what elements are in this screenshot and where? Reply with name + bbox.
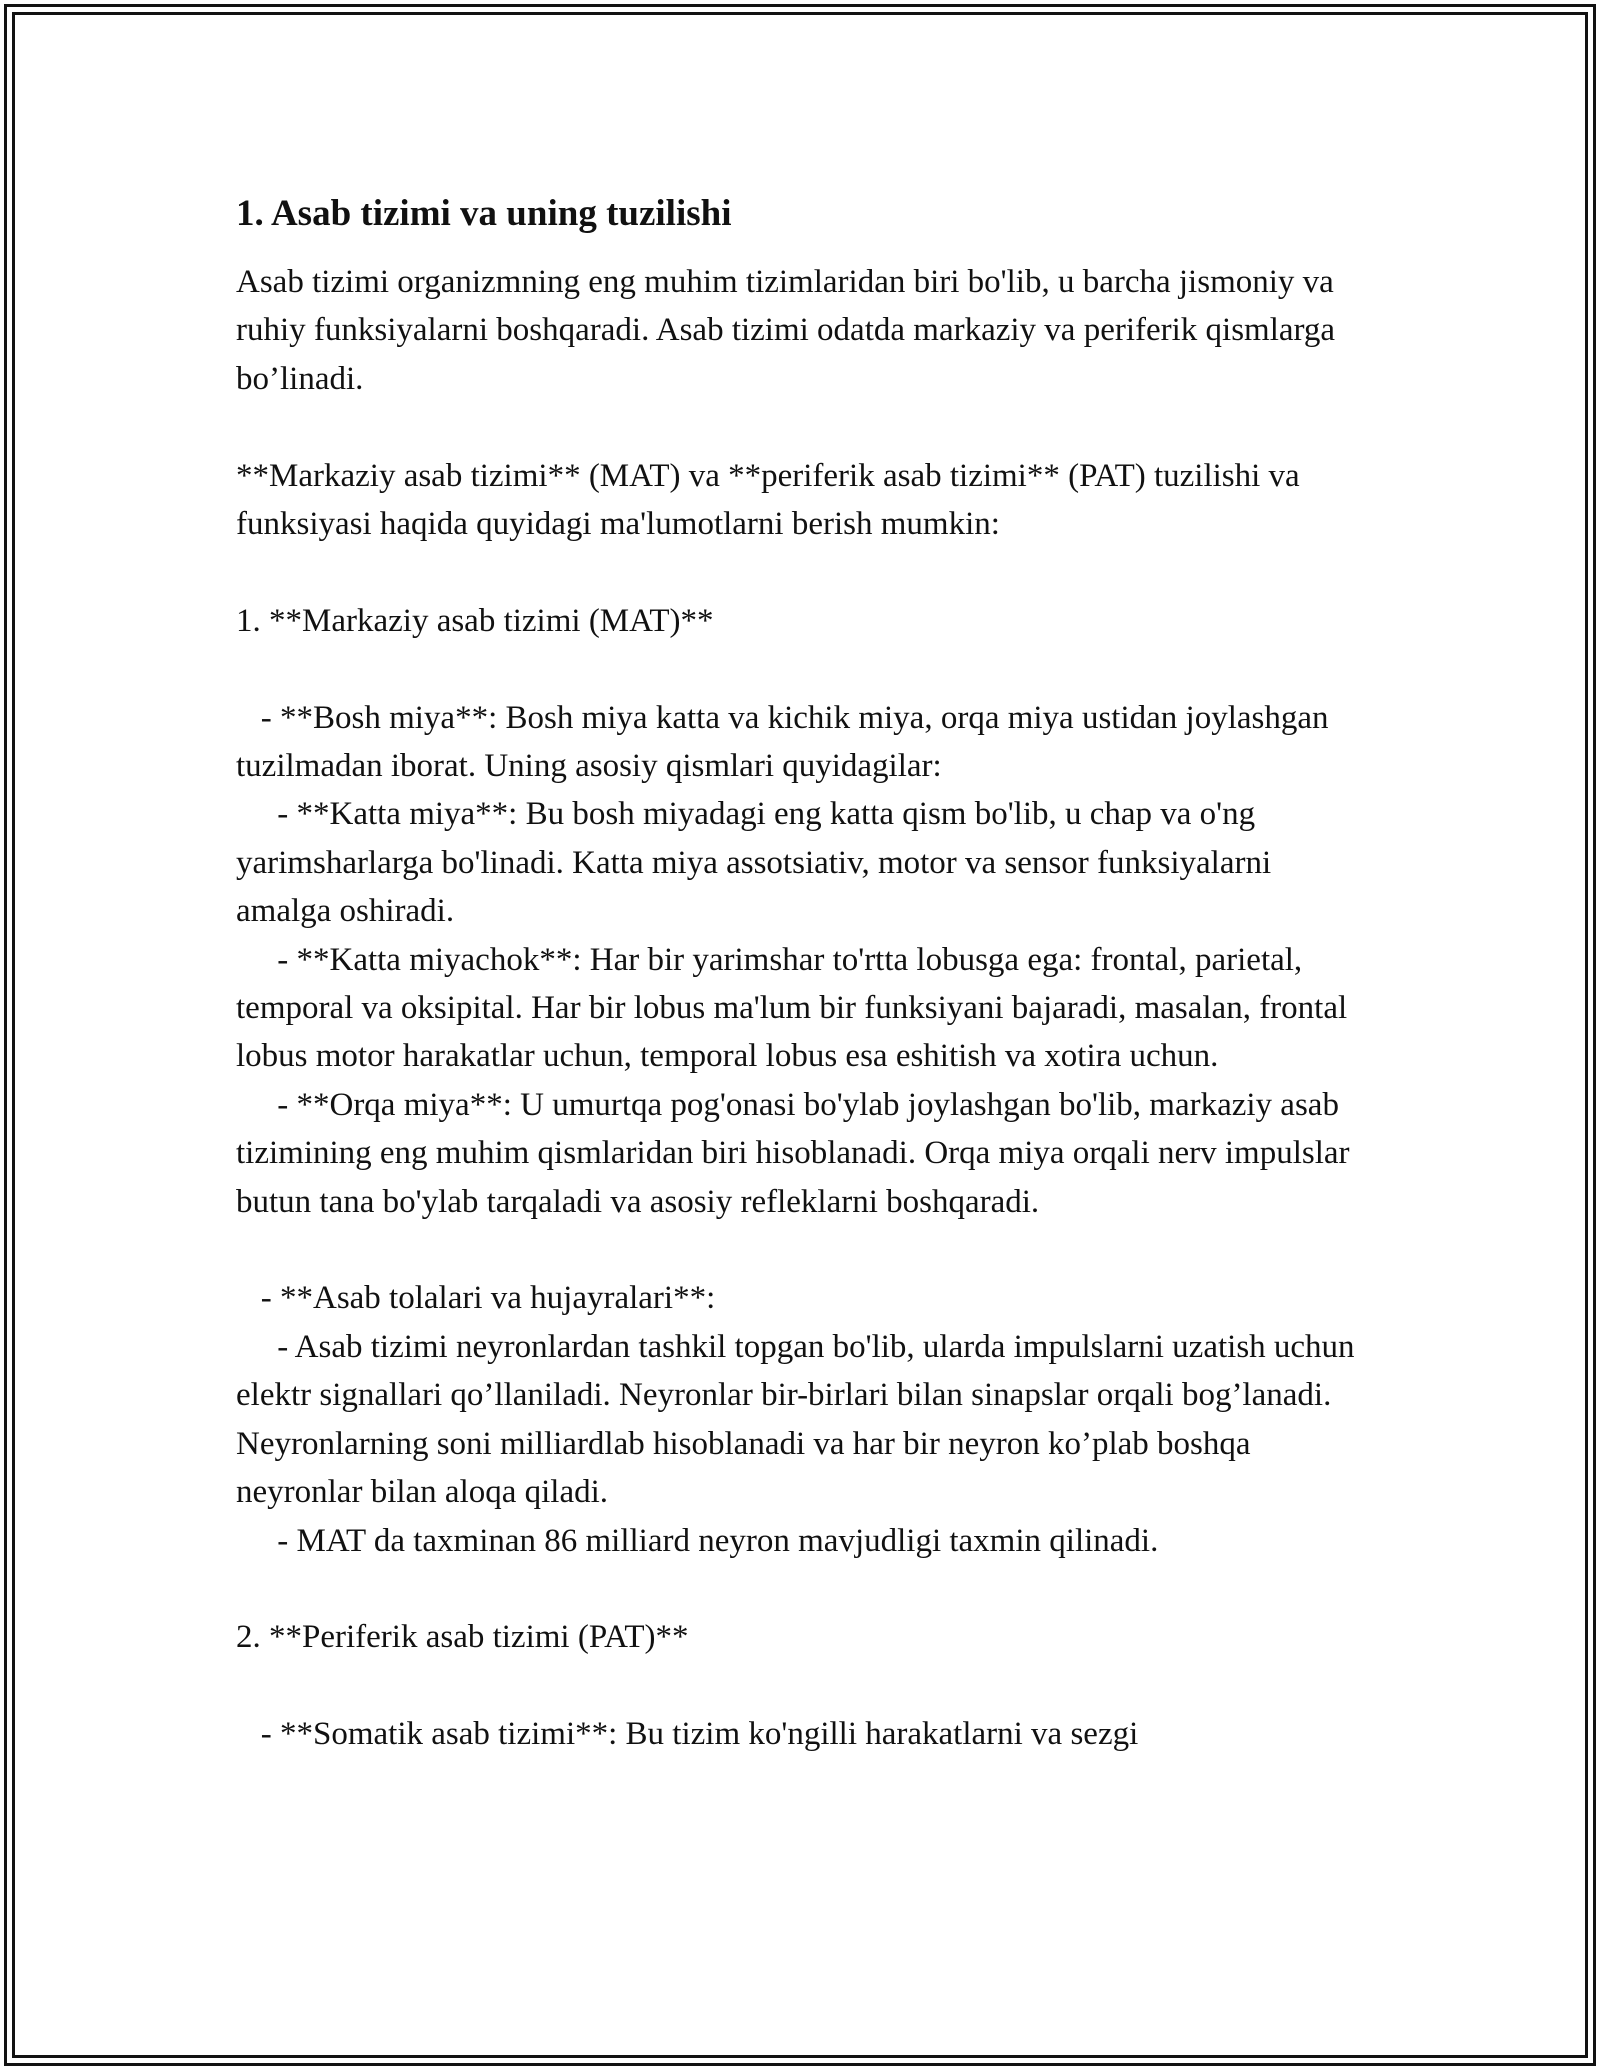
paragraph-spacer [236,1226,1366,1274]
list-item-pat-title: 2. **Periferik asab tizimi (PAT)** [236,1619,689,1656]
paragraph-spacer [236,645,1366,693]
intro-paragraph: Asab tizimi organizmning eng muhim tizimlaridan biri bo'lib, u barcha jismoniy va ruhiy funksiyalarni boshqaradi. Asab tizimi odatda markaziy va periferik qismlarga bo’linadi. [236,264,1344,397]
paragraph-spacer [236,1662,1366,1710]
list-item-bosh-miya: - **Bosh miya**: Bosh miya katta va kichik miya, orqa miya ustidan joylashgan tuzilmadan iborat. Uning asosiy qismlari quyidagilar: - **Katta miya**: Bu bosh miyadagi eng katta qism bo'lib, u chap va o'ng yarimsharlarga bo'linadi. Katta miya assotsiativ, motor va sensor funksiyalarni amalga oshiradi. - **Katta miyachok**: Har bir yarimshar to'rtta lobusga ega: frontal, parietal, temporal va oksipital. Har bir lobus ma'lum bir funksiyani bajaradi, masalan, frontal lobus motor harakatlar uchun, temporal lobus esa eshitish va xotira uchun. - **Orqa miya**: U umurtqa pog'onasi bo'ylab joylashgan bo'lib, markaziy asab tizimining eng muhim qismlaridan biri hisoblanadi. Orqa miya orqali nerv impulslar butun tana bo'ylab tarqaladi va asosiy refleklarni boshqaradi. [236,699,1350,1220]
paragraph-spacer [236,548,1366,596]
paragraph-spacer [236,1565,1366,1613]
heading-spacer [236,242,1366,258]
overview-paragraph: **Markaziy asab tizimi** (MAT) va **periferik asab tizimi** (PAT) tuzilishi va funksiyasi haqida quyidagi ma'lumotlarni berish mumkin: [236,457,1308,543]
list-item-mat-title: 1. **Markaziy asab tizimi (MAT)** [236,602,714,639]
list-item-asab-tolalari: - **Asab tolalari va hujayralari**: - Asab tizimi neyronlardan tashkil topgan bo'lib, ularda impulslarni uzatish uchun elektr signallari qo’llaniladi. Neyronlar bir-birlari bilan sinapslar orqali bog’lanadi. Neyronlarning soni milliardlab hisoblanadi va har bir neyron ko’plab boshqa neyronlar bilan aloqa qiladi. - MAT da taxminan 86 milliard neyron mavjudligi taxmin qilinadi. [236,1280,1355,1559]
document-body [236,186,1366,1759]
paragraph-spacer [236,403,1366,451]
list-item-somatik: - **Somatik asab tizimi**: Bu tizim ko'ngilli harakatlarni va sezgi [236,1716,1139,1753]
section-heading: 1. Asab tizimi va uning tuzilishi [236,193,732,234]
